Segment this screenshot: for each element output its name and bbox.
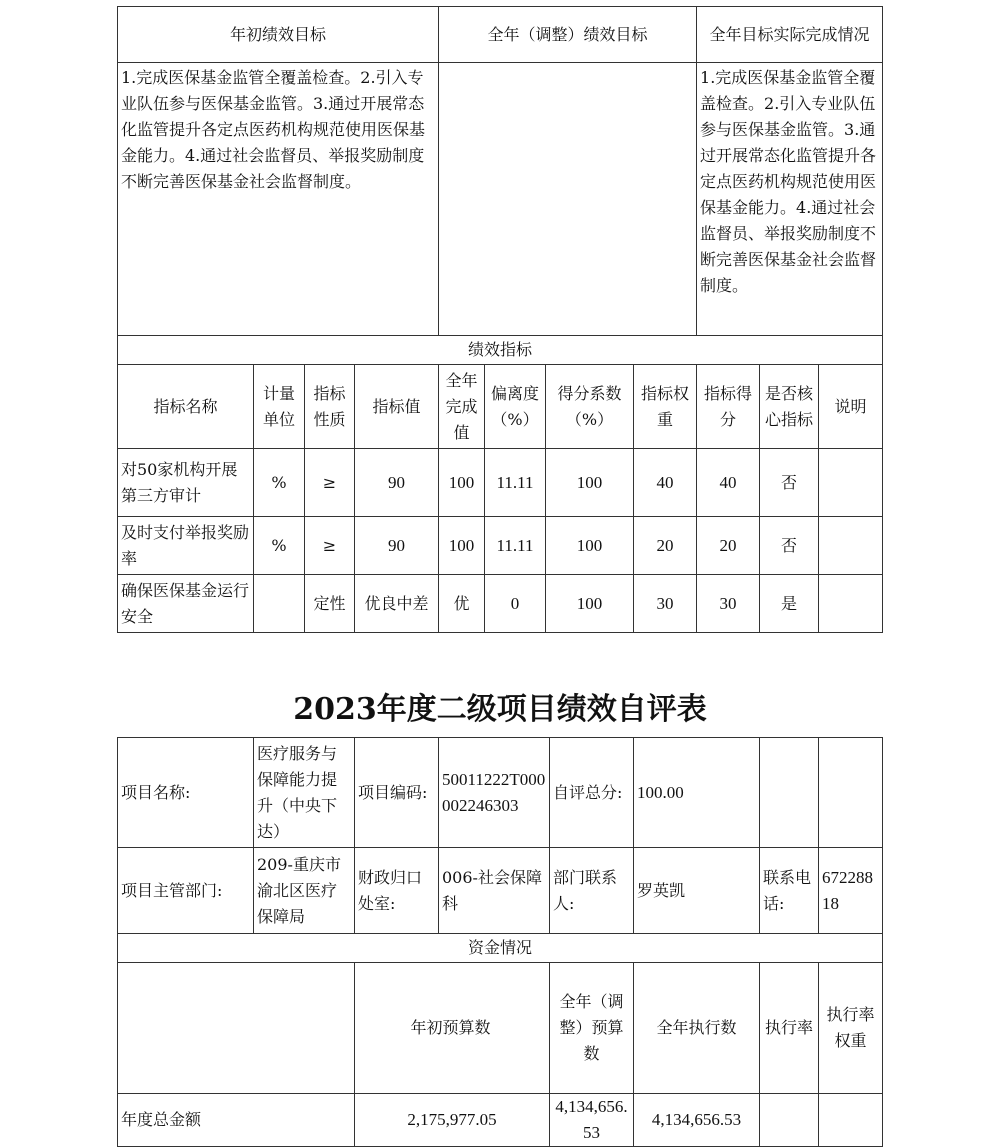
col-remark: 说明 bbox=[819, 365, 883, 449]
phone: 67228818 bbox=[819, 848, 883, 934]
empty-cell bbox=[760, 738, 819, 848]
project-name-label: 项目名称: bbox=[118, 738, 254, 848]
nature: 定性 bbox=[305, 575, 355, 633]
col-indicator-name: 指标名称 bbox=[118, 365, 254, 449]
col-actual-value: 全年完成值 bbox=[439, 365, 485, 449]
col-nature: 指标性质 bbox=[305, 365, 355, 449]
col-initial-budget: 年初预算数 bbox=[355, 963, 550, 1094]
project-code: 50011222T000002246303 bbox=[439, 738, 550, 848]
project-code-label: 项目编码: bbox=[355, 738, 439, 848]
performance-goals-table bbox=[117, 6, 883, 633]
col-target-value: 指标值 bbox=[355, 365, 439, 449]
project-self-evaluation-table bbox=[117, 737, 883, 1147]
col-execution-rate: 执行率 bbox=[760, 963, 819, 1094]
col-adjusted-budget: 全年（调整）预算数 bbox=[550, 963, 634, 1094]
weight: 30 bbox=[634, 575, 697, 633]
finance-label: 财政归口处室: bbox=[355, 848, 439, 934]
col-core-indicator: 是否核心指标 bbox=[760, 365, 819, 449]
target-value: 90 bbox=[355, 449, 439, 517]
actual-value: 100 bbox=[439, 449, 485, 517]
deviation: 11.11 bbox=[485, 517, 546, 575]
actual-completion-text: 1.完成医保基金监管全覆盖检查。2.引入专业队伍参与医保基金监管。3.通过开展常态化监管提升各定点医药机构规范使用医保基金能力。4.通过社会监督员、举报奖励制度不断完善医保基金社会监督制度。 bbox=[697, 63, 883, 336]
table-row bbox=[118, 517, 883, 575]
unit: % bbox=[254, 449, 305, 517]
col-weight: 指标权重 bbox=[634, 365, 697, 449]
self-score: 100.00 bbox=[634, 738, 760, 848]
actual-value: 100 bbox=[439, 517, 485, 575]
weight: 40 bbox=[634, 449, 697, 517]
funds-title: 资金情况 bbox=[118, 934, 883, 963]
table-row bbox=[118, 449, 883, 517]
dept-label: 项目主管部门: bbox=[118, 848, 254, 934]
header-actual-completion: 全年目标实际完成情况 bbox=[697, 7, 883, 63]
col-unit: 计量单位 bbox=[254, 365, 305, 449]
deviation: 11.11 bbox=[485, 449, 546, 517]
col-score-coefficient: 得分系数（%） bbox=[546, 365, 634, 449]
contact-label: 部门联系人: bbox=[550, 848, 634, 934]
initial-budget-value: 2,175,977.05 bbox=[355, 1094, 550, 1147]
table-row bbox=[118, 575, 883, 633]
weight: 20 bbox=[634, 517, 697, 575]
score: 40 bbox=[697, 449, 760, 517]
finance: 006-社会保障科 bbox=[439, 848, 550, 934]
indicators-title: 绩效指标 bbox=[118, 336, 883, 365]
core-indicator: 否 bbox=[760, 449, 819, 517]
col-execution-weight: 执行率权重 bbox=[819, 963, 883, 1094]
col-score: 指标得分 bbox=[697, 365, 760, 449]
remark bbox=[819, 449, 883, 517]
indicator-name: 对50家机构开展第三方审计 bbox=[118, 449, 254, 517]
phone-label: 联系电话: bbox=[760, 848, 819, 934]
nature: ≥ bbox=[305, 517, 355, 575]
table-row bbox=[118, 1094, 883, 1147]
execution-weight-value bbox=[819, 1094, 883, 1147]
target-value: 优良中差 bbox=[355, 575, 439, 633]
remark bbox=[819, 575, 883, 633]
core-indicator: 否 bbox=[760, 517, 819, 575]
core-indicator: 是 bbox=[760, 575, 819, 633]
score: 20 bbox=[697, 517, 760, 575]
col-deviation: 偏离度（%） bbox=[485, 365, 546, 449]
adjusted-goal-text bbox=[439, 63, 697, 336]
score-coefficient: 100 bbox=[546, 517, 634, 575]
self-score-label: 自评总分: bbox=[550, 738, 634, 848]
header-initial-goal: 年初绩效目标 bbox=[118, 7, 439, 63]
deviation: 0 bbox=[485, 575, 546, 633]
project-name: 医疗服务与保障能力提升（中央下达） bbox=[254, 738, 355, 848]
execution-rate-value bbox=[760, 1094, 819, 1147]
score-coefficient: 100 bbox=[546, 449, 634, 517]
col-executed: 全年执行数 bbox=[634, 963, 760, 1094]
dept: 209-重庆市渝北区医疗保障局 bbox=[254, 848, 355, 934]
remark bbox=[819, 517, 883, 575]
total-amount-label: 年度总金额 bbox=[118, 1094, 355, 1147]
indicator-name: 确保医保基金运行安全 bbox=[118, 575, 254, 633]
unit bbox=[254, 575, 305, 633]
empty-cell bbox=[118, 963, 355, 1094]
contact: 罗英凯 bbox=[634, 848, 760, 934]
actual-value: 优 bbox=[439, 575, 485, 633]
score-coefficient: 100 bbox=[546, 575, 634, 633]
page-title: 2023年度二级项目绩效自评表 bbox=[293, 692, 707, 727]
empty-cell bbox=[819, 738, 883, 848]
unit: % bbox=[254, 517, 305, 575]
adjusted-budget-value: 4,134,656.53 bbox=[550, 1094, 634, 1147]
nature: ≥ bbox=[305, 449, 355, 517]
score: 30 bbox=[697, 575, 760, 633]
initial-goal-text: 1.完成医保基金监管全覆盖检查。2.引入专业队伍参与医保基金监管。3.通过开展常态化监管提升各定点医药机构规范使用医保基金能力。4.通过社会监督员、举报奖励制度不断完善医保基金社会监督制度。 bbox=[118, 63, 439, 336]
target-value: 90 bbox=[355, 517, 439, 575]
header-adjusted-goal: 全年（调整）绩效目标 bbox=[439, 7, 697, 63]
executed-value: 4,134,656.53 bbox=[634, 1094, 760, 1147]
indicator-name: 及时支付举报奖励率 bbox=[118, 517, 254, 575]
